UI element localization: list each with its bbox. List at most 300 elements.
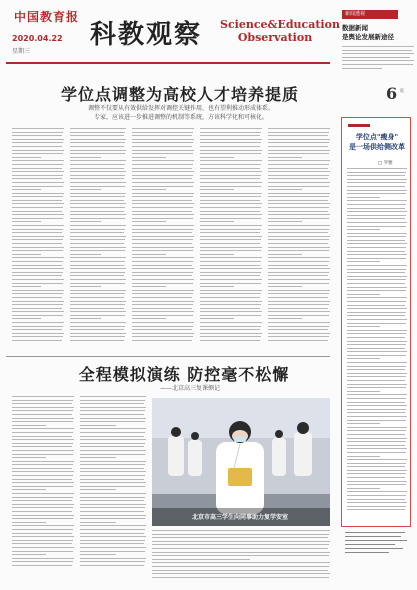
text-line (347, 236, 406, 237)
text-line (12, 479, 72, 480)
text-line (12, 268, 64, 269)
text-line (347, 179, 407, 180)
text-line (70, 290, 126, 291)
text-line (268, 265, 328, 266)
text-line (200, 333, 262, 334)
editorial-accent-bar (348, 124, 370, 127)
text-line (70, 257, 126, 258)
text-line (80, 410, 145, 411)
text-line (132, 168, 192, 169)
text-line (347, 305, 405, 306)
text-line (200, 322, 262, 323)
text-line (347, 290, 406, 291)
text-line (268, 268, 330, 269)
text-line (132, 135, 192, 136)
text-line (347, 319, 407, 320)
text-line (12, 565, 72, 566)
main-deck-line2: 专家，应该进一步推进调整的机制等系统，方该科学化和可核化。 (93, 114, 268, 121)
text-line (200, 275, 260, 276)
text-line (347, 240, 405, 241)
text-line (347, 477, 405, 478)
text-line (347, 456, 380, 457)
text-line (152, 555, 329, 556)
text-line (268, 250, 329, 251)
text-line (347, 269, 406, 270)
text-line (12, 497, 73, 498)
text-line (80, 511, 144, 512)
text-line (12, 243, 62, 244)
text-line (12, 283, 63, 284)
text-line (268, 333, 330, 334)
text-line (347, 398, 406, 399)
text-line (200, 160, 262, 161)
text-line (12, 153, 63, 154)
text-line (80, 471, 146, 472)
text-line (80, 493, 146, 494)
section-divider (6, 356, 330, 357)
text-line (132, 232, 192, 233)
text-line (200, 153, 261, 154)
text-line (70, 189, 101, 190)
text-line (12, 558, 74, 559)
text-line (200, 182, 262, 183)
text-line (347, 366, 406, 367)
text-line (152, 534, 329, 535)
side-headline (342, 24, 414, 42)
text-line (347, 301, 406, 302)
text-line (12, 536, 74, 537)
text-line (347, 279, 406, 280)
text-line (132, 247, 194, 248)
text-line (268, 207, 329, 208)
photo-illustration (152, 398, 330, 526)
text-line (12, 561, 73, 562)
text-line (200, 196, 261, 197)
text-line (80, 403, 144, 404)
text-line (347, 405, 407, 406)
text-line (12, 475, 73, 476)
text-line (70, 193, 126, 194)
text-line (347, 470, 407, 471)
text-line (268, 254, 302, 255)
editorial-title (348, 132, 406, 152)
text-line (268, 340, 328, 341)
editorial-box (341, 117, 411, 527)
text-line (268, 297, 328, 298)
text-line (12, 525, 74, 526)
text-line (268, 290, 330, 291)
text-line (347, 254, 407, 255)
text-line (132, 200, 192, 201)
text-line (12, 421, 73, 422)
text-line (80, 407, 146, 408)
text-line (268, 211, 328, 212)
text-line (347, 416, 407, 417)
text-line (268, 221, 302, 222)
text-line (132, 196, 193, 197)
text-line (268, 142, 329, 143)
text-line (70, 186, 125, 187)
text-line (347, 182, 406, 183)
text-line (268, 232, 328, 233)
text-line (200, 261, 261, 262)
text-line (347, 211, 407, 212)
text-line (70, 283, 125, 284)
text-line (347, 229, 380, 230)
text-line (152, 566, 329, 567)
text-line (12, 203, 64, 204)
text-line (12, 272, 63, 273)
text-line (12, 425, 46, 426)
text-line (132, 178, 192, 179)
text-line (152, 573, 330, 574)
issue-weekday: 星期三 (12, 48, 31, 55)
text-line (132, 225, 194, 226)
editorial-title-line2: 是一场供给侧改革 (349, 143, 405, 151)
text-line (132, 268, 194, 269)
text-line (132, 142, 193, 143)
text-line (70, 286, 101, 287)
text-line (347, 204, 406, 205)
text-line (70, 214, 126, 215)
text-line (347, 448, 407, 449)
text-line (132, 182, 194, 183)
text-line (268, 214, 330, 215)
text-line (12, 450, 74, 451)
text-line (80, 500, 144, 501)
text-line (132, 286, 166, 287)
text-line (347, 344, 406, 345)
text-line (347, 502, 407, 503)
text-line (347, 218, 405, 219)
text-line (268, 150, 330, 151)
text-line (80, 565, 144, 566)
text-line (268, 301, 330, 302)
text-line (347, 341, 407, 342)
text-line (12, 518, 73, 519)
text-line (132, 150, 194, 151)
text-line (12, 157, 41, 158)
text-line (12, 543, 72, 544)
main-text-column-5 (268, 128, 330, 344)
text-line (132, 214, 194, 215)
text-line (12, 403, 72, 404)
text-line (347, 326, 380, 327)
text-line (132, 250, 193, 251)
text-line (12, 160, 64, 161)
text-line (152, 570, 328, 571)
text-line (347, 283, 405, 284)
text-line (268, 196, 329, 197)
text-line (268, 146, 328, 147)
text-line (12, 486, 73, 487)
main-deck-line1: 调整不仅要从有效供给发挥对调控关键作用，也有望利推动形成体系。 (87, 105, 274, 112)
text-line (70, 164, 125, 165)
text-line (347, 233, 407, 234)
text-line (200, 175, 261, 176)
text-line (80, 489, 116, 490)
text-line (80, 522, 116, 523)
text-line (268, 189, 302, 190)
text-line (70, 268, 126, 269)
text-line (80, 425, 116, 426)
text-line (70, 168, 124, 169)
text-line (12, 247, 64, 248)
text-line (12, 232, 62, 233)
text-line (12, 261, 63, 262)
text-line (347, 348, 405, 349)
text-line (347, 466, 405, 467)
text-line (70, 304, 125, 305)
text-line (70, 322, 126, 323)
text-line (200, 203, 262, 204)
text-line (268, 175, 329, 176)
text-line (200, 171, 262, 172)
text-line (80, 536, 146, 537)
text-line (347, 190, 407, 191)
text-line (80, 421, 145, 422)
text-line (132, 243, 192, 244)
paper-name: 中国教育报 (14, 10, 80, 24)
second-headline: 全程模拟演练 防控毫不松懈 (78, 365, 290, 384)
text-line (12, 221, 41, 222)
text-line (200, 178, 260, 179)
text-line (12, 200, 62, 201)
text-line (12, 500, 72, 501)
text-line (268, 203, 330, 204)
text-line (12, 522, 46, 523)
text-line (152, 541, 330, 542)
text-line (132, 193, 194, 194)
text-line (200, 297, 260, 298)
text-line (347, 258, 406, 259)
side-headline-line2: 是舆论发展新途径 (342, 33, 394, 41)
text-line (347, 484, 406, 485)
text-line (70, 178, 124, 179)
text-line (70, 261, 125, 262)
text-line (12, 326, 63, 327)
text-line (268, 200, 328, 201)
text-line (70, 211, 124, 212)
text-line (347, 243, 407, 244)
text-line (268, 186, 329, 187)
text-line (70, 336, 125, 337)
text-line (200, 207, 261, 208)
text-line (80, 561, 145, 562)
text-line (80, 504, 146, 505)
text-line (347, 481, 407, 482)
text-line (12, 340, 62, 341)
text-line (12, 428, 74, 429)
text-line (80, 464, 145, 465)
text-line (12, 168, 62, 169)
text-line (268, 164, 329, 165)
text-line (268, 336, 329, 337)
text-line (200, 329, 260, 330)
text-line (12, 461, 74, 462)
text-line (347, 294, 380, 295)
masthead (6, 6, 340, 62)
text-line (12, 407, 74, 408)
text-line (12, 207, 63, 208)
text-line (347, 402, 405, 403)
text-line (268, 318, 302, 319)
text-line (132, 146, 192, 147)
text-line (347, 445, 405, 446)
text-line (347, 215, 406, 216)
text-line (347, 197, 380, 198)
text-line (152, 552, 330, 553)
text-line (347, 208, 405, 209)
text-line (347, 186, 405, 187)
text-line (200, 286, 234, 287)
text-line (200, 229, 261, 230)
text-line (70, 203, 126, 204)
text-line (132, 304, 193, 305)
text-line (70, 315, 125, 316)
text-line (132, 189, 166, 190)
issue-date: 2020.04.22 (12, 34, 63, 43)
text-line (200, 232, 260, 233)
main-headline: 学位点调整为高校人才培养提质 (60, 85, 299, 104)
text-line (80, 533, 144, 534)
text-line (347, 222, 407, 223)
text-line (268, 275, 328, 276)
text-line (200, 308, 260, 309)
text-line (347, 427, 407, 428)
section-en-line1: Science&Education (220, 18, 340, 31)
text-line (200, 293, 261, 294)
text-line (70, 293, 125, 294)
text-line (152, 537, 328, 538)
side-tag: 新闻透视 (342, 10, 398, 19)
text-line (12, 186, 63, 187)
text-line (268, 153, 329, 154)
text-line (12, 265, 62, 266)
text-line (132, 171, 194, 172)
text-line (132, 175, 193, 176)
text-line (70, 200, 124, 201)
text-line (347, 434, 405, 435)
text-line (132, 333, 194, 334)
text-line (12, 279, 64, 280)
news-photo (152, 398, 330, 526)
text-line (132, 221, 166, 222)
text-line (268, 272, 329, 273)
text-line (268, 225, 330, 226)
text-line (152, 544, 329, 545)
text-line (80, 543, 144, 544)
text-line (70, 239, 125, 240)
text-line (347, 441, 406, 442)
text-line (132, 239, 193, 240)
text-line (70, 247, 126, 248)
text-line (152, 562, 330, 563)
text-line (200, 243, 260, 244)
text-line (70, 311, 126, 312)
text-line (347, 297, 407, 298)
text-line (347, 394, 407, 395)
text-line (12, 333, 64, 334)
header-rule (6, 62, 330, 64)
text-line (12, 471, 74, 472)
text-line (12, 432, 73, 433)
text-line (80, 551, 145, 552)
text-line (12, 489, 46, 490)
second-deck: ——北京高三复课侧记 (159, 385, 220, 392)
text-line (12, 301, 64, 302)
text-line (12, 507, 73, 508)
text-line (80, 529, 145, 530)
text-line (132, 315, 193, 316)
text-line (200, 225, 262, 226)
text-line (347, 265, 407, 266)
text-line (132, 340, 192, 341)
text-line (12, 511, 72, 512)
text-line (80, 457, 116, 458)
main-deck (56, 104, 306, 122)
text-line (200, 142, 261, 143)
text-line (12, 439, 74, 440)
text-line (132, 203, 194, 204)
text-line (12, 533, 72, 534)
text-line (132, 164, 193, 165)
main-text-column-1 (12, 128, 64, 344)
text-line (80, 436, 144, 437)
text-line (200, 157, 234, 158)
text-line (12, 286, 41, 287)
text-line (70, 157, 101, 158)
text-line (268, 132, 329, 133)
text-line (200, 283, 261, 284)
text-line (347, 272, 405, 273)
text-line (132, 261, 193, 262)
text-line (200, 239, 261, 240)
text-line (132, 318, 166, 319)
text-line (347, 323, 406, 324)
text-line (12, 229, 63, 230)
text-line (347, 308, 407, 309)
text-line (80, 468, 144, 469)
text-line (200, 318, 234, 319)
text-line (200, 132, 261, 133)
text-line (268, 168, 328, 169)
text-line (200, 315, 261, 316)
text-line (80, 461, 146, 462)
text-line (268, 283, 329, 284)
text-line (12, 504, 74, 505)
text-line (347, 351, 407, 352)
text-line (347, 355, 406, 356)
text-line (70, 218, 125, 219)
text-line (70, 243, 124, 244)
text-line (347, 420, 406, 421)
text-line (200, 265, 260, 266)
text-line (200, 150, 262, 151)
text-line (80, 507, 145, 508)
text-line (347, 384, 407, 385)
text-line (132, 236, 194, 237)
text-line (347, 459, 407, 460)
text-line (200, 257, 262, 258)
text-line (347, 172, 406, 173)
text-line (268, 229, 329, 230)
text-line (200, 214, 262, 215)
text-line (268, 304, 329, 305)
text-line (70, 272, 125, 273)
text-line (70, 265, 124, 266)
text-line (347, 452, 406, 453)
